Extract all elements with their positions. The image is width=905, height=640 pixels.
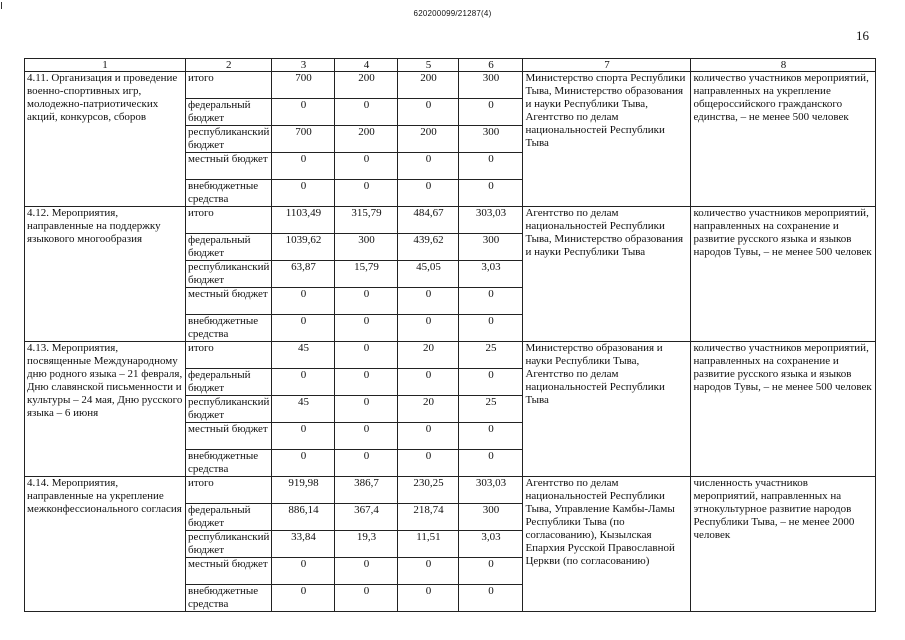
- amount-cell: 300: [335, 234, 398, 261]
- amount-cell: 919,98: [272, 477, 335, 504]
- amount-cell: 0: [272, 315, 335, 342]
- amount-cell: 0: [459, 153, 523, 180]
- funding-source-cell: внебюджетные средства: [186, 585, 272, 612]
- column-header: 8: [691, 59, 876, 72]
- amount-cell: 439,62: [398, 234, 459, 261]
- amount-cell: 0: [335, 288, 398, 315]
- funding-source-cell: местный бюджет: [186, 423, 272, 450]
- amount-cell: 19,3: [335, 531, 398, 558]
- page-number: 16: [856, 28, 869, 43]
- amount-cell: 0: [335, 585, 398, 612]
- executors-cell: Министерство спорта Республики Тыва, Министерство образования и науки Республики Тыва, Агентство по делам национальностей Республики Тыва: [523, 72, 691, 207]
- column-header: 1: [25, 59, 186, 72]
- column-header: 4: [335, 59, 398, 72]
- funding-source-cell: итого: [186, 342, 272, 369]
- amount-cell: 200: [335, 72, 398, 99]
- amount-cell: 0: [335, 369, 398, 396]
- amount-cell: 0: [272, 585, 335, 612]
- amount-cell: 300: [459, 234, 523, 261]
- funding-source-cell: итого: [186, 207, 272, 234]
- amount-cell: 0: [398, 288, 459, 315]
- indicator-cell: количество участников мероприятий, направленных на сохранение и развитие русского языка и языков народов Тувы, – не менее 500 человек: [691, 207, 876, 342]
- amount-cell: 0: [335, 450, 398, 477]
- amount-cell: 0: [272, 423, 335, 450]
- funding-source-cell: республиканский бюджет: [186, 126, 272, 153]
- amount-cell: 0: [459, 315, 523, 342]
- amount-cell: 0: [398, 153, 459, 180]
- amount-cell: 886,14: [272, 504, 335, 531]
- funding-source-cell: итого: [186, 477, 272, 504]
- column-header: 3: [272, 59, 335, 72]
- amount-cell: 0: [459, 585, 523, 612]
- amount-cell: 0: [398, 99, 459, 126]
- amount-cell: 0: [459, 288, 523, 315]
- amount-cell: 0: [459, 450, 523, 477]
- amount-cell: 386,7: [335, 477, 398, 504]
- scan-mark: [1, 2, 5, 9]
- table-body: [25, 59, 876, 612]
- amount-cell: 300: [459, 72, 523, 99]
- amount-cell: 200: [398, 126, 459, 153]
- amount-cell: 484,67: [398, 207, 459, 234]
- funding-source-cell: республиканский бюджет: [186, 531, 272, 558]
- amount-cell: 0: [272, 369, 335, 396]
- column-header: 7: [523, 59, 691, 72]
- amount-cell: 0: [398, 180, 459, 207]
- document-number: 620200099/21287(4): [413, 9, 492, 18]
- amount-cell: 20: [398, 342, 459, 369]
- amount-cell: 0: [272, 558, 335, 585]
- amount-cell: 0: [272, 180, 335, 207]
- amount-cell: 0: [335, 396, 398, 423]
- table-row: [25, 477, 876, 504]
- amount-cell: 3,03: [459, 261, 523, 288]
- funding-source-cell: республиканский бюджет: [186, 396, 272, 423]
- activity-cell: 4.13. Мероприятия, посвященные Международному дню родного языка – 21 февраля, Дню славянской письменности и культуры – 24 мая, Дню русского языка – 6 июня: [25, 342, 186, 477]
- funding-source-cell: местный бюджет: [186, 558, 272, 585]
- amount-cell: 0: [398, 585, 459, 612]
- table-row: [25, 72, 876, 99]
- column-header: 6: [459, 59, 523, 72]
- amount-cell: 0: [335, 342, 398, 369]
- funding-source-cell: федеральный бюджет: [186, 504, 272, 531]
- amount-cell: 33,84: [272, 531, 335, 558]
- amount-cell: 700: [272, 126, 335, 153]
- funding-source-cell: республиканский бюджет: [186, 261, 272, 288]
- activity-cell: 4.14. Мероприятия, направленные на укрепление межконфессионального согласия: [25, 477, 186, 612]
- indicator-cell: численность участников мероприятий, направленных на этнокультурное развитие народов Республики Тыва, – не менее 2000 человек: [691, 477, 876, 612]
- table-row: [25, 342, 876, 369]
- amount-cell: 0: [398, 558, 459, 585]
- amount-cell: 0: [272, 99, 335, 126]
- amount-cell: 0: [398, 423, 459, 450]
- indicator-cell: количество участников мероприятий, направленных на сохранение и развитие русского языка и языков народов Тувы, – не менее 500 человек: [691, 342, 876, 477]
- executors-cell: Агентство по делам национальностей Республики Тыва, Министерство образования и науки Республики Тыва: [523, 207, 691, 342]
- amount-cell: 0: [272, 153, 335, 180]
- funding-source-cell: местный бюджет: [186, 153, 272, 180]
- amount-cell: 303,03: [459, 207, 523, 234]
- funding-source-cell: местный бюджет: [186, 288, 272, 315]
- amount-cell: 25: [459, 342, 523, 369]
- amount-cell: 0: [459, 369, 523, 396]
- table-row: [25, 207, 876, 234]
- funding-source-cell: федеральный бюджет: [186, 99, 272, 126]
- funding-source-cell: федеральный бюджет: [186, 234, 272, 261]
- activity-cell: 4.12. Мероприятия, направленные на поддержку языкового многообразия: [25, 207, 186, 342]
- amount-cell: 315,79: [335, 207, 398, 234]
- funding-source-cell: внебюджетные средства: [186, 450, 272, 477]
- amount-cell: 45,05: [398, 261, 459, 288]
- amount-cell: 0: [335, 180, 398, 207]
- amount-cell: 0: [398, 450, 459, 477]
- funding-source-cell: внебюджетные средства: [186, 180, 272, 207]
- amount-cell: 700: [272, 72, 335, 99]
- indicator-cell: количество участников мероприятий, направленных на укрепление общероссийского гражданского единства, – не менее 500 человек: [691, 72, 876, 207]
- amount-cell: 1039,62: [272, 234, 335, 261]
- amount-cell: 0: [459, 99, 523, 126]
- amount-cell: 367,4: [335, 504, 398, 531]
- amount-cell: 200: [335, 126, 398, 153]
- amount-cell: 3,03: [459, 531, 523, 558]
- activity-cell: 4.11. Организация и проведение военно-спортивных игр, молодежно-патриотических акций, конкурсов, сборов: [25, 72, 186, 207]
- column-header: 2: [186, 59, 272, 72]
- amount-cell: 0: [335, 423, 398, 450]
- amount-cell: 0: [398, 369, 459, 396]
- amount-cell: 300: [459, 504, 523, 531]
- amount-cell: 20: [398, 396, 459, 423]
- amount-cell: 0: [459, 558, 523, 585]
- amount-cell: 0: [459, 423, 523, 450]
- executors-cell: Министерство образования и науки Республики Тыва, Агентство по делам национальностей Республики Тыва: [523, 342, 691, 477]
- amount-cell: 0: [459, 180, 523, 207]
- amount-cell: 45: [272, 396, 335, 423]
- amount-cell: 0: [335, 99, 398, 126]
- funding-source-cell: итого: [186, 72, 272, 99]
- amount-cell: 300: [459, 126, 523, 153]
- amount-cell: 15,79: [335, 261, 398, 288]
- amount-cell: 303,03: [459, 477, 523, 504]
- amount-cell: 0: [335, 153, 398, 180]
- amount-cell: 1103,49: [272, 207, 335, 234]
- amount-cell: 63,87: [272, 261, 335, 288]
- column-header: 5: [398, 59, 459, 72]
- funding-source-cell: федеральный бюджет: [186, 369, 272, 396]
- amount-cell: 25: [459, 396, 523, 423]
- amount-cell: 45: [272, 342, 335, 369]
- amount-cell: 11,51: [398, 531, 459, 558]
- column-header-row: [25, 59, 876, 72]
- amount-cell: 0: [272, 450, 335, 477]
- amount-cell: 0: [272, 288, 335, 315]
- amount-cell: 200: [398, 72, 459, 99]
- program-activities-table: [24, 58, 876, 612]
- amount-cell: 0: [398, 315, 459, 342]
- amount-cell: 0: [335, 558, 398, 585]
- funding-source-cell: внебюджетные средства: [186, 315, 272, 342]
- amount-cell: 0: [335, 315, 398, 342]
- amount-cell: 218,74: [398, 504, 459, 531]
- amount-cell: 230,25: [398, 477, 459, 504]
- executors-cell: Агентство по делам национальностей Республики Тыва, Управление Камбы-Ламы Республики Тыва (по согласованию), Кызылская Епархия Русской Православной Церкви (по согласованию): [523, 477, 691, 612]
